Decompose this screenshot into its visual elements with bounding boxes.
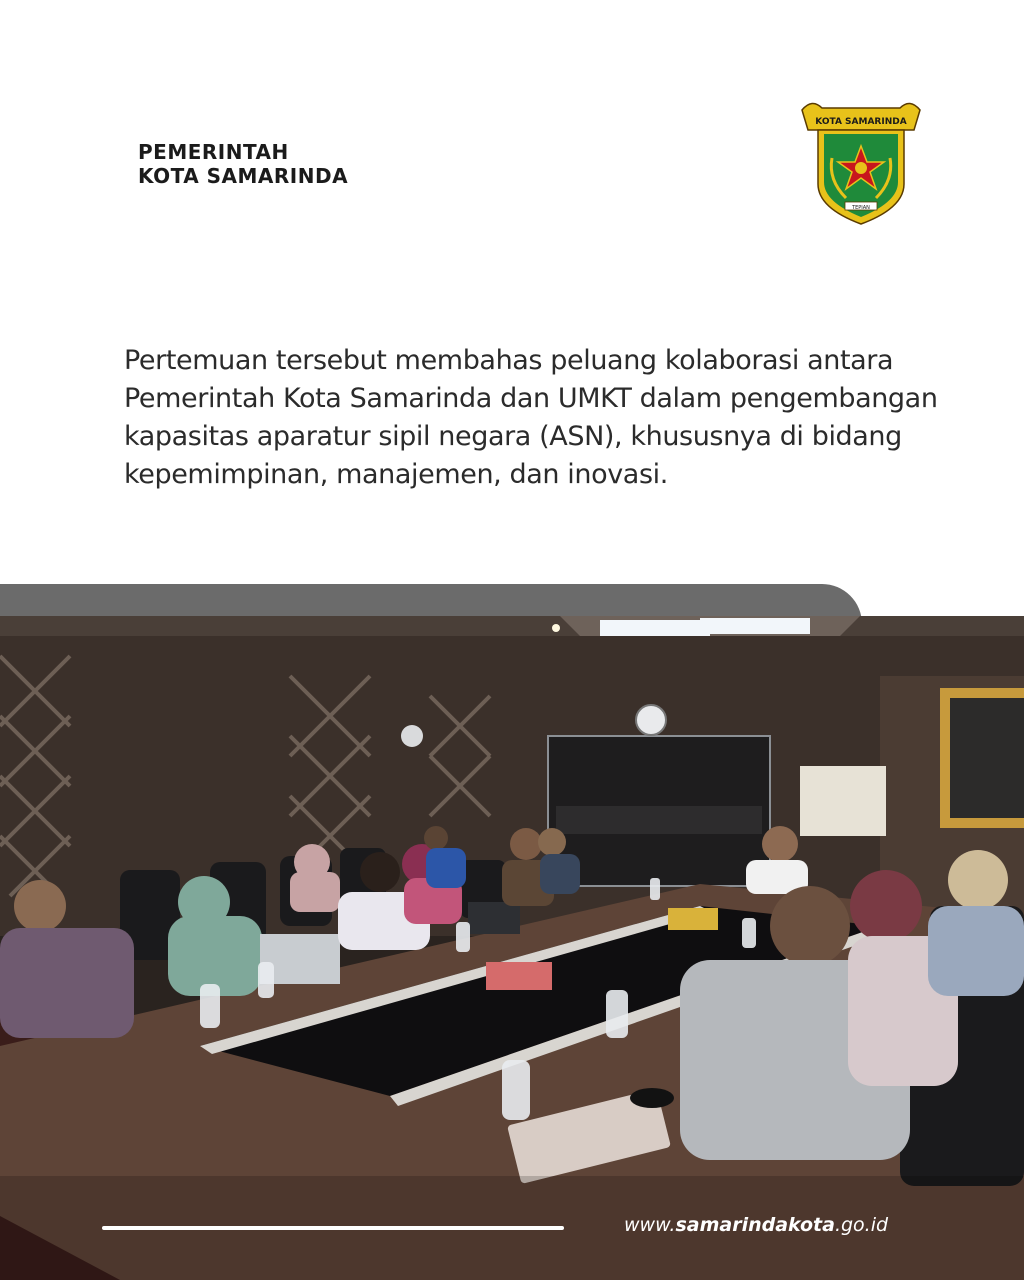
org-name-line1: PEMERINTAH <box>138 140 289 164</box>
body-paragraph: Pertemuan tersebut membahas peluang kolaborasi antara Pemerintah Kota Samarinda dan UMKT dalam pengembangan kapasitas aparatur sipil negara (ASN), khususnya di bidang kepemimpinan, manajemen, dan inovasi. <box>124 345 938 490</box>
emblem-banner-text: KOTA SAMARINDA <box>815 117 907 127</box>
website-link-domain: samarindakota <box>675 1214 835 1236</box>
website-link-prefix: www. <box>624 1214 676 1236</box>
org-name-line2: KOTA SAMARINDA <box>138 164 349 188</box>
kota-samarinda-emblem-icon <box>798 96 924 228</box>
emblem-motto-text: TEPIAN <box>852 205 870 211</box>
website-link-suffix: .go.id <box>834 1214 889 1236</box>
org-name <box>138 140 348 188</box>
meeting-room-photo-icon <box>0 616 1024 1280</box>
website-link[interactable] <box>624 1214 888 1236</box>
footer-divider <box>102 1226 564 1230</box>
